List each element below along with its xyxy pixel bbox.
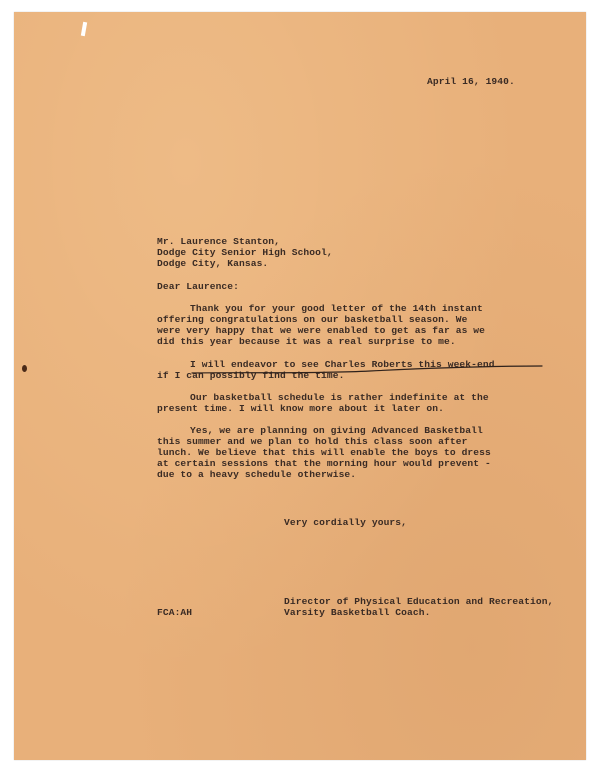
paragraph-1-line-4: did this year because it was a real surprise to me.: [157, 336, 456, 347]
paragraph-1-line-1: Thank you for your good letter of the 14th instant: [190, 303, 483, 314]
paragraph-4-line-3: lunch. We believe that this will enable the boys to dress: [157, 447, 491, 458]
paragraph-1-line-2: offering congratulations on our basketball season. We: [157, 314, 468, 325]
paragraph-2-line-2: if I can possibly find the time.: [157, 370, 345, 381]
letter-date: April 16, 1940.: [427, 76, 515, 87]
recipient-line-3: Dodge City, Kansas.: [157, 258, 269, 269]
paper-tear: [81, 22, 87, 36]
closing: Very cordially yours,: [284, 517, 408, 528]
signature-title-line-1: Director of Physical Education and Recreation,: [284, 596, 554, 607]
signature-title-line-2: Varsity Basketball Coach.: [284, 607, 431, 618]
pen-underline-mark: [190, 360, 545, 376]
paragraph-4-line-5: due to a heavy schedule otherwise.: [157, 469, 357, 480]
paragraph-4-line-2: this summer and we plan to hold this class soon after: [157, 436, 468, 447]
paragraph-4-line-4: at certain sessions that the morning hour would prevent -: [157, 458, 491, 469]
paragraph-3-line-2: present time. I will know more about it later on.: [157, 403, 445, 414]
recipient-line-2: Dodge City Senior High School,: [157, 247, 333, 258]
punch-hole-mark: [22, 365, 27, 372]
paragraph-3-line-1: Our basketball schedule is rather indefinite at the: [190, 392, 489, 403]
recipient-line-1: Mr. Laurence Stanton,: [157, 236, 281, 247]
paragraph-2-line-1: I will endeavor to see Charles Roberts this week-end: [190, 359, 495, 370]
letter-page: [14, 12, 586, 760]
salutation: Dear Laurence:: [157, 281, 240, 292]
paragraph-4-line-1: Yes, we are planning on giving Advanced Basketball: [190, 425, 483, 436]
typist-initials: FCA:AH: [157, 607, 193, 618]
paragraph-1-line-3: were very happy that we were enabled to get as far as we: [157, 325, 486, 336]
